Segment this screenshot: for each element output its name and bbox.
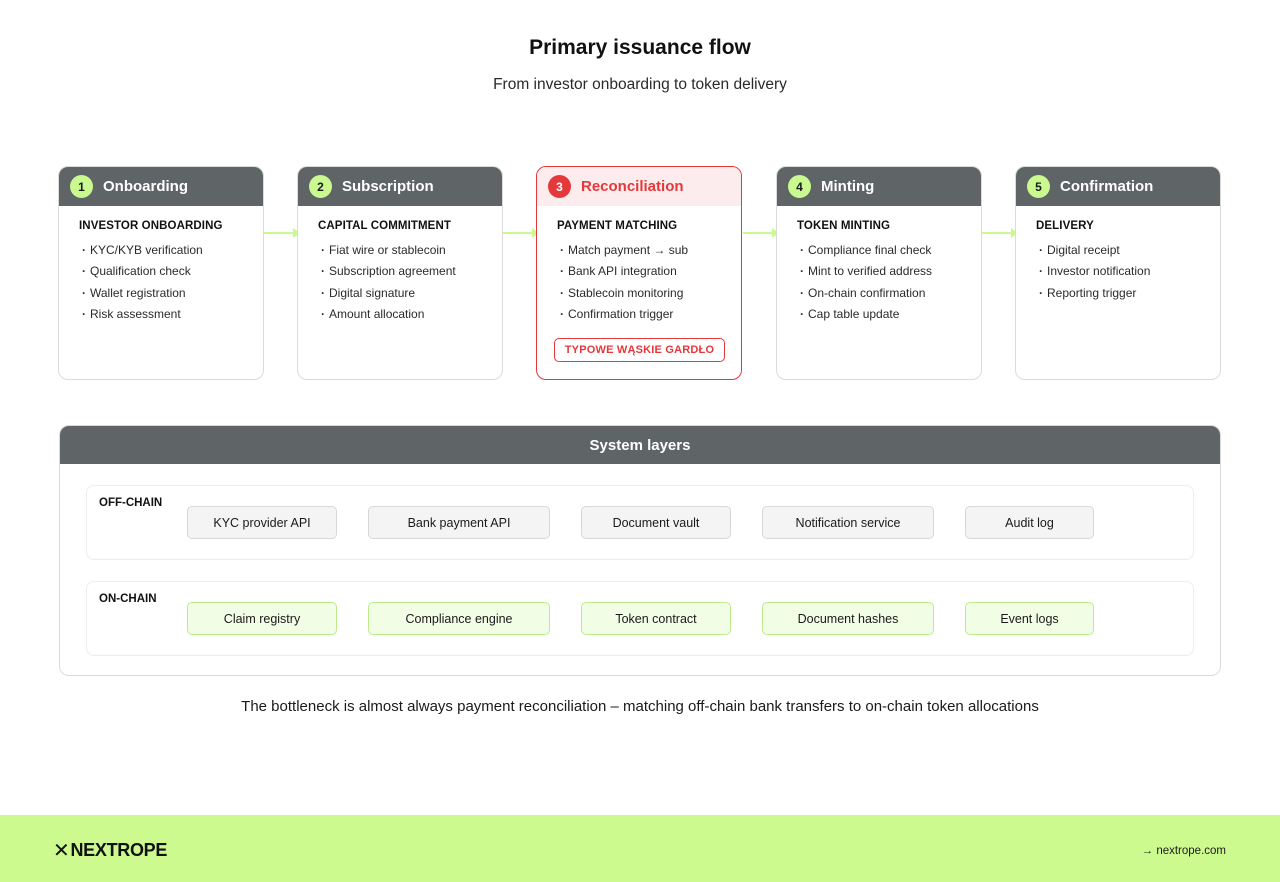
footer-bar	[0, 815, 1280, 882]
step-item-list	[800, 240, 981, 325]
step-item: · KYC/KYB verification	[82, 240, 263, 261]
step-item: · Bank API integration	[560, 261, 741, 282]
step-header	[1016, 167, 1220, 206]
step-section-title: DELIVERY	[1036, 220, 1094, 232]
off-chain-chip: Document vault	[581, 506, 731, 539]
step-title: Subscription	[342, 178, 434, 195]
step-card-confirmation	[1015, 166, 1221, 380]
step-title: Minting	[821, 178, 875, 195]
step-item: · Match payment → sub	[560, 240, 741, 261]
off-chain-chip: Audit log	[965, 506, 1094, 539]
step-card-onboarding	[58, 166, 264, 380]
step-item: · Digital receipt	[1039, 240, 1220, 261]
step-section-title: INVESTOR ONBOARDING	[79, 220, 223, 232]
step-item: · Wallet registration	[82, 283, 263, 304]
bottleneck-note: The bottleneck is almost always payment reconciliation – matching off-chain bank transfers to on-chain token allocations	[241, 698, 1039, 715]
step-number-badge: 2	[309, 175, 332, 198]
step-section-title: CAPITAL COMMITMENT	[318, 220, 451, 232]
step-item: · Compliance final check	[800, 240, 981, 261]
step-number-badge: 4	[788, 175, 811, 198]
step-card-reconciliation	[536, 166, 742, 380]
step-item: · Subscription agreement	[321, 261, 502, 282]
step-title: Reconciliation	[581, 178, 684, 195]
bottleneck-badge: TYPOWE WĄSKIE GARDŁO	[554, 338, 725, 362]
step-header	[537, 167, 741, 206]
step-title: Onboarding	[103, 178, 188, 195]
on-chain-chip: Document hashes	[762, 602, 934, 635]
step-item: · On-chain confirmation	[800, 283, 981, 304]
step-item: · Digital signature	[321, 283, 502, 304]
step-item: · Fiat wire or stablecoin	[321, 240, 502, 261]
step-item: · Risk assessment	[82, 304, 263, 325]
logo-text: NEXTROPE	[70, 840, 168, 860]
step-card-minting	[776, 166, 982, 380]
page-title: Primary issuance flow	[529, 36, 751, 59]
on-chain-chip: Claim registry	[187, 602, 337, 635]
step-item: · Investor notification	[1039, 261, 1220, 282]
step-section-title: PAYMENT MATCHING	[557, 220, 678, 232]
step-item-list	[560, 240, 741, 325]
system-layers-title: System layers	[60, 426, 1220, 464]
step-header	[298, 167, 502, 206]
on-chain-chip: Compliance engine	[368, 602, 550, 635]
step-item: · Cap table update	[800, 304, 981, 325]
on-chain-chip: Event logs	[965, 602, 1094, 635]
on-chain-row	[86, 581, 1194, 656]
off-chain-chip: KYC provider API	[187, 506, 337, 539]
step-item-list	[321, 240, 502, 325]
step-item: · Reporting trigger	[1039, 283, 1220, 304]
step-number-badge: 5	[1027, 175, 1050, 198]
step-header	[777, 167, 981, 206]
flow-arrow-icon	[743, 232, 777, 234]
on-chain-chip: Token contract	[581, 602, 731, 635]
off-chain-row	[86, 485, 1194, 560]
step-header	[59, 167, 263, 206]
step-item: · Confirmation trigger	[560, 304, 741, 325]
flow-arrow-icon	[264, 232, 298, 234]
step-number-badge: 3	[548, 175, 571, 198]
page-subtitle: From investor onboarding to token delivery	[493, 76, 787, 93]
website-link[interactable]: → nextrope.com	[1141, 845, 1226, 857]
off-chain-label: OFF-CHAIN	[99, 497, 163, 509]
off-chain-chip: Notification service	[762, 506, 934, 539]
step-card-subscription	[297, 166, 503, 380]
flow-arrow-icon	[982, 232, 1016, 234]
step-item-list	[82, 240, 263, 325]
system-layers-panel	[59, 425, 1221, 676]
step-item: · Qualification check	[82, 261, 263, 282]
step-item: · Amount allocation	[321, 304, 502, 325]
step-number-badge: 1	[70, 175, 93, 198]
step-item: · Mint to verified address	[800, 261, 981, 282]
step-item: · Stablecoin monitoring	[560, 283, 741, 304]
step-section-title: TOKEN MINTING	[797, 220, 891, 232]
step-title: Confirmation	[1060, 178, 1154, 195]
flow-arrow-icon	[503, 232, 537, 234]
on-chain-label: ON-CHAIN	[99, 593, 157, 605]
step-item-list	[1039, 240, 1220, 304]
off-chain-chip: Bank payment API	[368, 506, 550, 539]
nextrope-logo[interactable]	[53, 838, 167, 863]
logo-x-icon: ✕	[53, 840, 70, 862]
